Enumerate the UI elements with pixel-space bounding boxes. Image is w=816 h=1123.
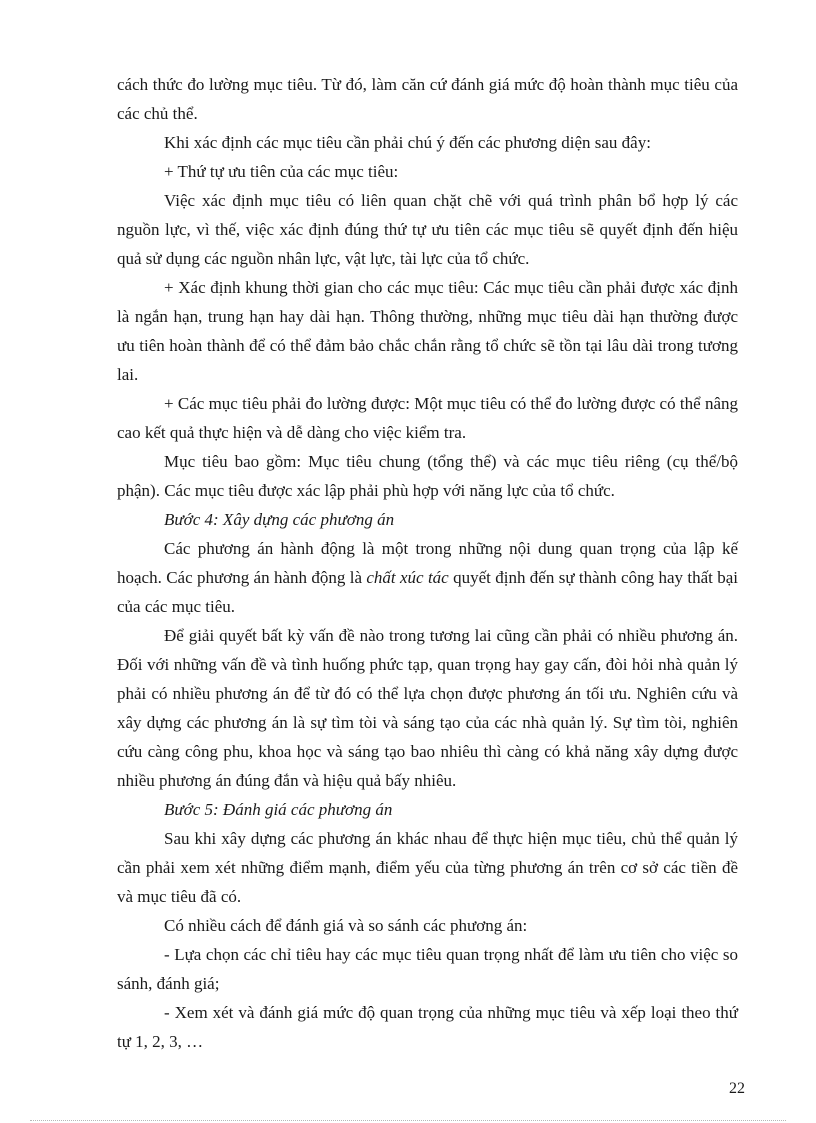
action-plans-text-before: Các phương án hành động là một trong những nội dung quan trọng của lập kế hoạch. Các phương án hành động là: [117, 539, 738, 587]
paragraph-evaluation-methods: Có nhiều cách để đánh giá và so sánh các phương án:: [164, 916, 528, 935]
paragraph-priority-order: + Thứ tự ưu tiên của các mục tiêu:: [164, 162, 399, 181]
section-heading-step-4: Bước 4: Xây dựng các phương án: [164, 510, 395, 529]
document-page: [117, 70, 738, 1056]
action-plans-italic-term: chất xúc tác: [366, 568, 449, 587]
paragraph-objective-aspects-intro: Khi xác định các mục tiêu cần phải chú ý đến các phương diện sau đây:: [164, 133, 651, 152]
action-plans-text-after: quyết định đến sự thành công hay thất bại của các mục tiêu.: [117, 568, 738, 616]
list-item-select-criteria: - Lựa chọn các chỉ tiêu hay các mục tiêu quan trọng nhất để làm ưu tiên cho việc so sánh, đánh giá;: [117, 945, 738, 993]
paragraph-resource-allocation: Việc xác định mục tiêu có liên quan chặt chẽ với quá trình phân bổ hợp lý các nguồn lực, vì thế, việc xác định đúng thứ tự ưu tiên các mục tiêu sẽ quyết định đến hiệu quả sử dụng các nguồn nhân lực, vật lực, tài lực của tổ chức.: [117, 191, 738, 268]
paragraph-objective-types: Mục tiêu bao gồm: Mục tiêu chung (tổng thể) và các mục tiêu riêng (cụ thể/bộ phận). Các mục tiêu được xác lập phải phù hợp với năng lực của tổ chức.: [117, 452, 738, 500]
list-item-rank-objectives: - Xem xét và đánh giá mức độ quan trọng của những mục tiêu và xếp loại theo thứ tự 1, 2, 3, …: [117, 1003, 738, 1051]
paragraph-action-plans: [117, 534, 738, 621]
paragraph-evaluate-alternatives: Sau khi xây dựng các phương án khác nhau để thực hiện mục tiêu, chủ thể quản lý cần phải xem xét những điểm mạnh, điểm yếu của từng phương án trên cơ sở các tiền đề và mục tiêu đã có.: [117, 829, 738, 906]
section-heading-step-5: Bước 5: Đánh giá các phương án: [164, 800, 393, 819]
paragraph-continuation: cách thức đo lường mục tiêu. Từ đó, làm căn cứ đánh giá mức độ hoàn thành mục tiêu của các chủ thể.: [117, 75, 738, 123]
page-number: 22: [729, 1080, 745, 1097]
paragraph-multiple-alternatives: Để giải quyết bất kỳ vấn đề nào trong tương lai cũng cần phải có nhiều phương án. Đối với những vấn đề và tình huống phức tạp, quan trọng hay gay cấn, đòi hỏi nhà quản lý phải có nhiều phương án để từ đó có thể lựa chọn được phương án tối ưu. Nghiên cứu và xây dựng các phương án là sự tìm tòi và sáng tạo của các nhà quản lý. Sự tìm tòi, nghiên cứu càng công phu, khoa học và sáng tạo bao nhiêu thì càng có khả năng xây dựng được nhiều phương án đúng đắn và hiệu quả bấy nhiêu.: [117, 626, 738, 790]
paragraph-measurable-objectives: + Các mục tiêu phải đo lường được: Một mục tiêu có thể đo lường được có thể nâng cao kết quả thực hiện và dễ dàng cho việc kiểm tra.: [117, 394, 738, 442]
page-bottom-dotted-divider: [30, 1120, 786, 1121]
paragraph-time-frame: + Xác định khung thời gian cho các mục tiêu: Các mục tiêu cần phải được xác định là ngắn hạn, trung hạn hay dài hạn. Thông thường, những mục tiêu dài hạn thường được ưu tiên hoàn thành để có thể đảm bảo chắc chắn rằng tổ chức sẽ tồn tại lâu dài trong tương lai.: [117, 278, 738, 384]
